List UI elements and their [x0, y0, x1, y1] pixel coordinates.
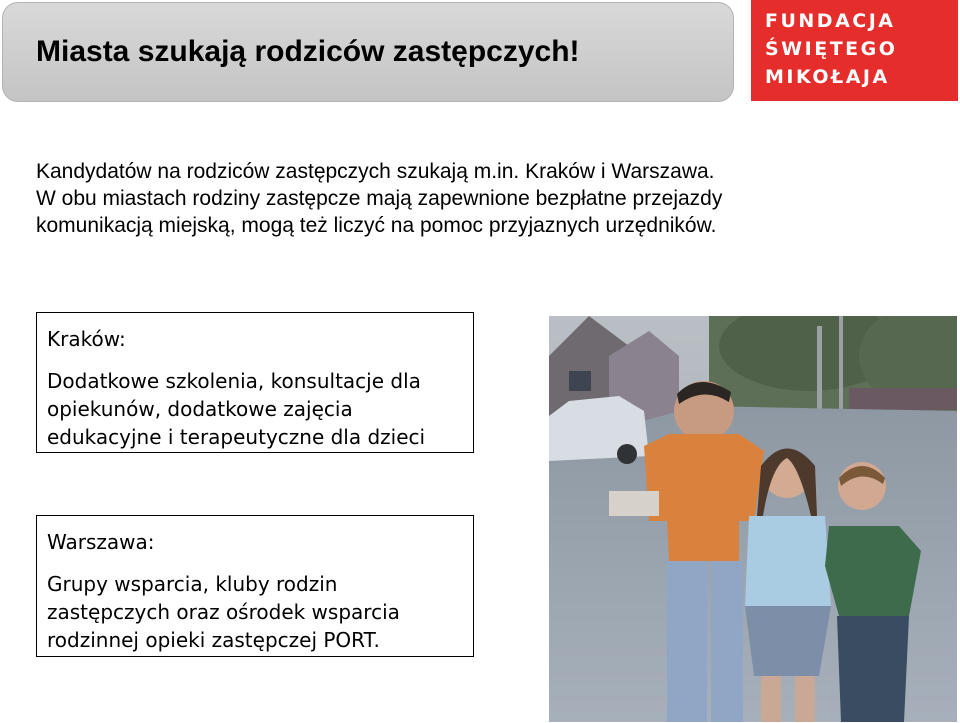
warszawa-info-box	[36, 515, 474, 657]
logo-line-3: MIKOŁAJA	[765, 66, 890, 88]
krakow-line: edukacyjne i terapeutyczne dla dzieci	[47, 425, 426, 449]
warszawa-line: zastępczych oraz ośrodek wsparcia	[47, 600, 400, 624]
intro-line: Kandydatów na rodziców zastępczych szukają m.in. Kraków i Warszawa.	[36, 160, 715, 183]
children-photo	[549, 316, 957, 722]
intro-paragraph	[36, 158, 916, 239]
fundacja-logo	[751, 0, 958, 101]
krakow-line: opiekunów, dodatkowe zajęcia	[47, 397, 353, 421]
title-banner	[2, 2, 734, 102]
krakow-info-box	[36, 312, 474, 453]
warszawa-line: rodzinnej opieki zastępczej PORT.	[47, 628, 380, 652]
krakow-heading: Kraków:	[47, 327, 126, 351]
intro-line: komunikacją miejską, mogą też liczyć na pomoc przyjaznych urzędników.	[36, 214, 717, 237]
logo-line-2: ŚWIĘTEGO	[765, 38, 898, 60]
krakow-line: Dodatkowe szkolenia, konsultacje dla	[47, 369, 421, 393]
intro-line: W obu miastach rodziny zastępcze mają zapewnione bezpłatne przejazdy	[36, 187, 723, 210]
warszawa-heading: Warszawa:	[47, 530, 155, 554]
logo-line-1: FUNDACJA	[765, 10, 896, 32]
warszawa-line: Grupy wsparcia, kluby rodzin	[47, 572, 338, 596]
page-title: Miasta szukają rodziców zastępczych!	[36, 35, 580, 68]
